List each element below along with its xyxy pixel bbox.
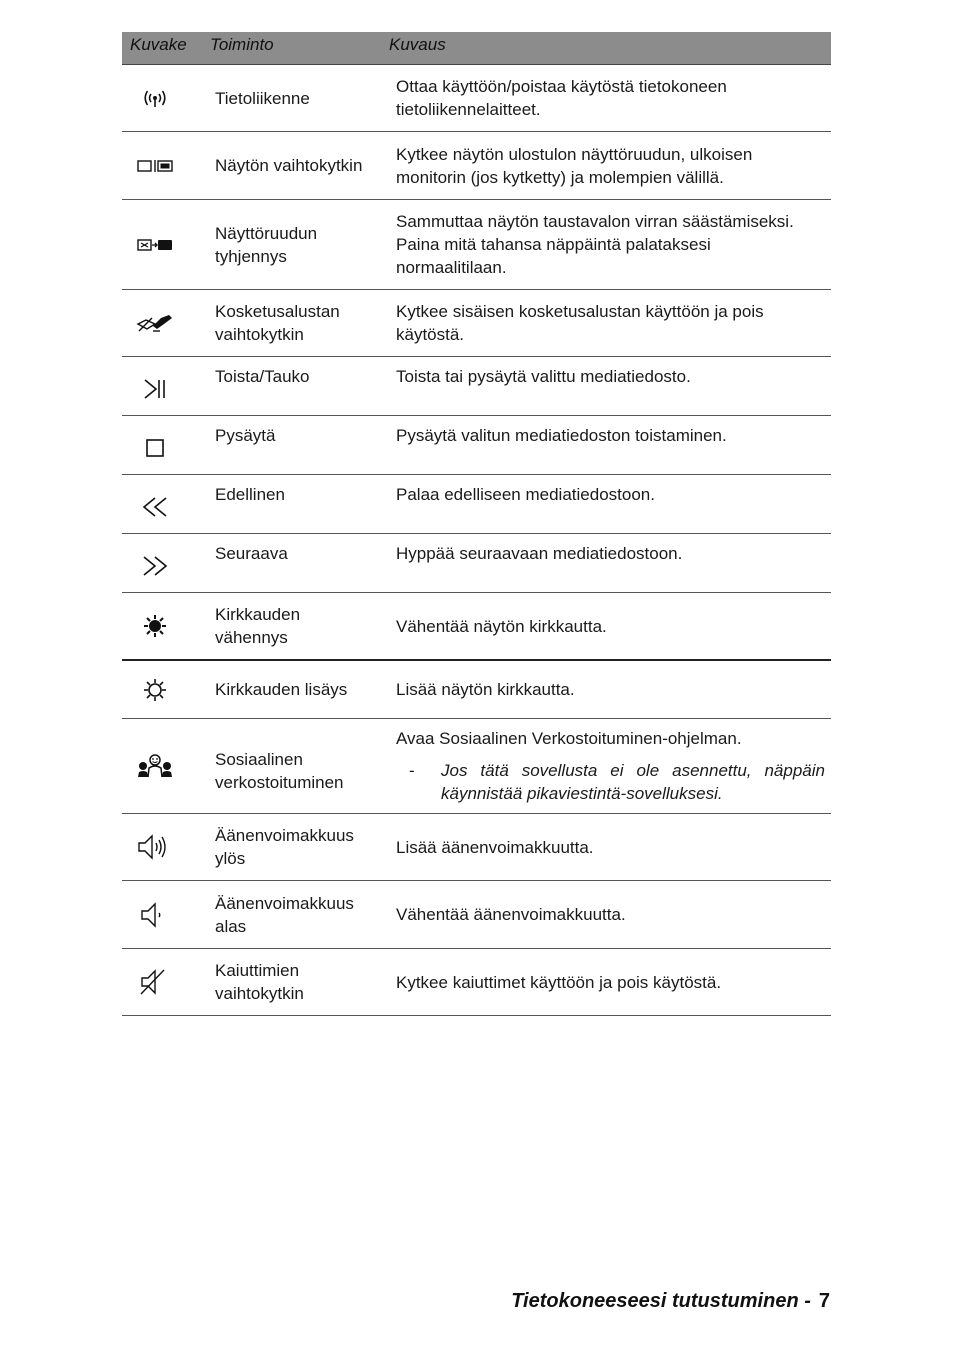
note-text: Jos tätä sovellusta ei ole asennettu, näppäin käynnistää pikaviestintä-sovelluksesi. — [441, 761, 825, 803]
footer-title: Tietokoneeseesi tutustuminen - — [511, 1290, 811, 1312]
row-note — [396, 759, 825, 805]
row-description: Palaa edelliseen mediatiedostoon. — [396, 485, 655, 504]
table-row — [122, 65, 831, 132]
row-function: Äänenvoimakkuus ylös — [215, 826, 354, 868]
brightness-down-icon — [122, 593, 188, 659]
next-icon — [122, 534, 188, 592]
screen-blank-icon — [122, 200, 188, 289]
volume-up-icon — [122, 814, 188, 880]
volume-down-icon — [122, 881, 188, 948]
table-row — [122, 416, 831, 475]
row-function: Pysäytä — [215, 426, 276, 445]
row-description: Kytkee kaiuttimet käyttöön ja pois käytöstä. — [396, 972, 722, 992]
table-row — [122, 814, 831, 881]
header-function-column: Toiminto — [210, 35, 274, 54]
row-description: Ottaa käyttöön/poistaa käytöstä tietokoneen tietoliikennelaitteet. — [396, 77, 727, 119]
row-function: Edellinen — [215, 485, 285, 504]
social-networking-icon — [122, 719, 188, 813]
row-function: Tietoliikenne — [215, 88, 310, 108]
header-description-column: Kuvaus — [389, 35, 446, 54]
table-row — [122, 719, 831, 814]
row-description: Toista tai pysäytä valittu mediatiedosto. — [396, 367, 691, 386]
table-row — [122, 357, 831, 416]
display-switch-icon — [122, 132, 188, 199]
row-function: Kaiuttimien vaihtokytkin — [215, 961, 304, 1003]
table-row — [122, 200, 831, 290]
wireless-icon — [122, 65, 188, 131]
table-row — [122, 534, 831, 593]
play-pause-icon — [122, 357, 188, 415]
row-description: Sammuttaa näytön taustavalon virran säästämiseksi. Paina mitä tahansa näppäintä palataksesi normaalitilaan. — [396, 212, 794, 277]
page-number: 7 — [818, 1290, 830, 1312]
header-icon-column: Kuvake — [130, 35, 187, 54]
brightness-up-icon — [122, 661, 188, 718]
row-description: Lisää äänenvoimakkuutta. — [396, 837, 594, 857]
row-function: Kosketusalustan vaihtokytkin — [215, 302, 340, 344]
row-description: Kytkee näytön ulostulon näyttöruudun, ulkoisen monitorin (jos kytketty) ja molempien välillä. — [396, 144, 753, 187]
table-row — [122, 475, 831, 534]
note-dash: - — [409, 761, 415, 780]
row-function: Äänenvoimakkuus alas — [215, 893, 354, 936]
row-function: Sosiaalinen verkostoituminen — [215, 750, 344, 792]
row-description: Vähentää äänenvoimakkuutta. — [396, 905, 626, 924]
row-description: Kytkee sisäisen kosketusalustan käyttöön ja pois käytöstä. — [396, 302, 764, 344]
row-function: Kirkkauden lisäys — [215, 680, 348, 699]
table-row — [122, 593, 831, 661]
row-description: Vähentää näytön kirkkautta. — [396, 616, 607, 636]
speaker-mute-icon — [122, 949, 188, 1015]
table-row — [122, 661, 831, 719]
table-row — [122, 290, 831, 357]
row-description: Pysäytä valitun mediatiedoston toistaminen. — [396, 426, 727, 445]
row-function: Kirkkauden vähennys — [215, 605, 301, 647]
page-footer — [511, 1290, 830, 1313]
table-header — [122, 32, 831, 65]
stop-icon — [122, 416, 188, 474]
table-row — [122, 132, 831, 200]
previous-icon — [122, 475, 188, 533]
row-function: Näyttöruudun tyhjennys — [215, 223, 318, 266]
table-row — [122, 949, 831, 1016]
touchpad-toggle-icon — [122, 290, 188, 356]
row-description: Lisää näytön kirkkautta. — [396, 680, 575, 699]
row-function: Näytön vaihtokytkin — [215, 156, 363, 175]
hotkey-table — [122, 32, 831, 1016]
row-description: Avaa Sosiaalinen Verkostoituminen-ohjelman. — [396, 729, 742, 748]
table-row — [122, 881, 831, 949]
row-function: Seuraava — [215, 544, 288, 563]
row-function: Toista/Tauko — [215, 367, 310, 386]
row-description: Hyppää seuraavaan mediatiedostoon. — [396, 544, 683, 563]
